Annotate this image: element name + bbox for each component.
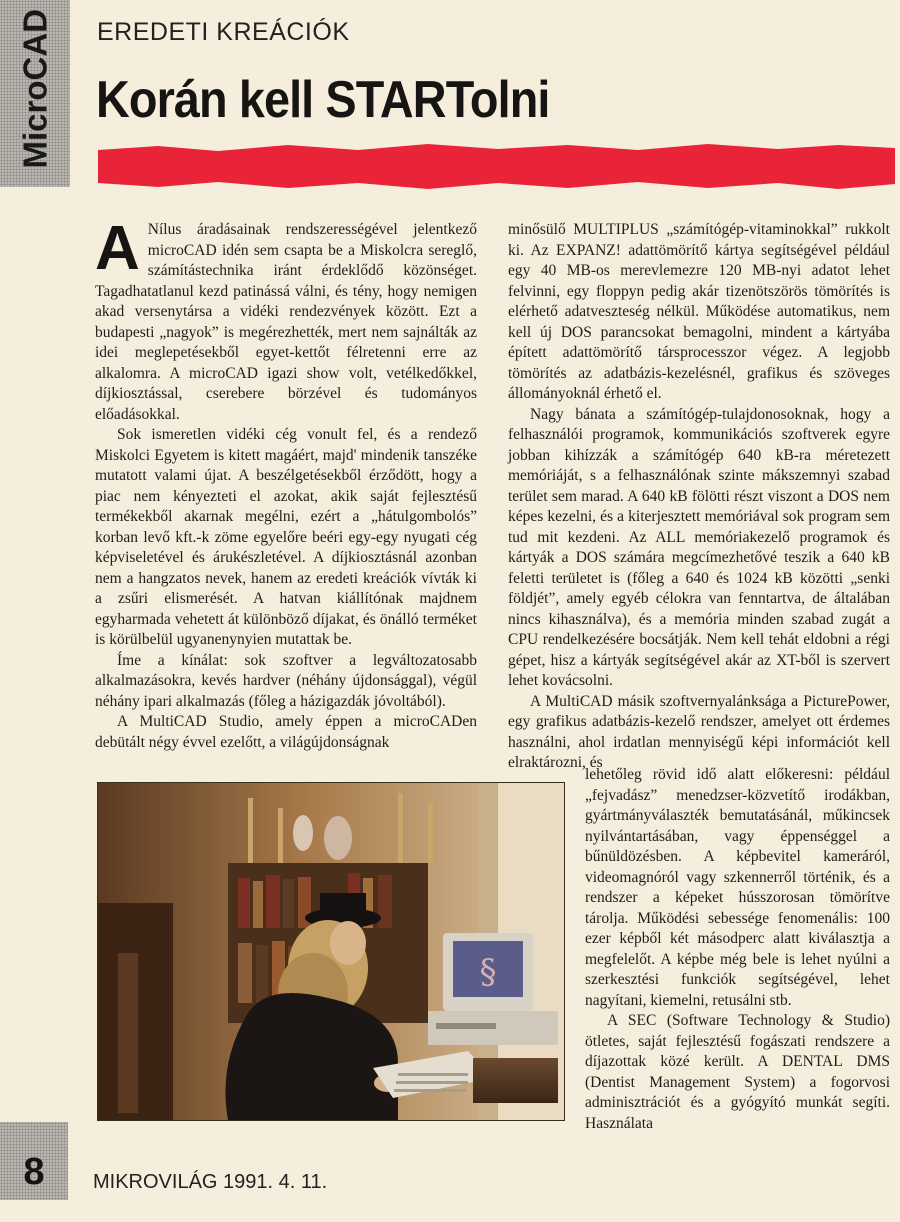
paragraph: A SEC (Software Technology & Studio) ötletes, saját fejlesztésű fogászati rendszere a díjazottak közé került. A DENTAL DMS (Dentist Management System) a fogorvosi adminisztrációt és a gyógyító munkát segíti. Használata [585, 1012, 890, 1132]
section-tab-label: MicroCAD [16, 8, 54, 169]
paragraph: minősülő MULTIPLUS „számítógép-vitaminokkal” rukkolt ki. Az EXPANZ! adattömörítő kártya segítségével például egy 40 MB-os merevlemezre 120 MB-nyi adatot lehet felvinni, egy floppyn pedig akár tizenötszörös tömörítés is elérhető adatveszteség nélkül. Működése automatikus, nem kell új DOS parancsokat bemagolni, mindent a kártyába épített adattömörítő társprocesszor végez. A legjobb tömörítés az adatbázis-kezelésnél, grafikus és szöveges állományoknál érhető el. [508, 221, 890, 402]
photo-scholar-at-computer [97, 782, 565, 1121]
monitor-symbol: § [479, 952, 497, 992]
paragraph: Íme a kínálat: sok szoftver a legváltozatosabb alkalmazásokra, kevés hardver (néhány újdonsággal), végül néhány ipari alkalmazás (főleg a házigazdák jóvoltából). [95, 651, 477, 710]
drop-cap: A [95, 214, 140, 283]
section-kicker: EREDETI KREÁCIÓK [97, 18, 350, 46]
paragraph: Sok ismeretlen vidéki cég vonult fel, és a rendező Miskolci Egyetem is kitett magáért, majd' mindenik tanszéke mutatott valami újat. A beszélgetésekből érződött, hogy a piac nem kényezteti el azokat, akik saját fejlesztésű termékekből akarnak megélni, ezért a „hátulgombolós” korban levő kft.-k zöme egyelőre beéri egy-egy nyugati cég képviseletével és árukészletével. A díjkiosztásnál azonban nem a hangzatos nevek, hanem az eredeti kreációk vívták ki a zsűri elismerését. A hatvan kiállítónak majdnem egyharmada vehetett át különböző díjakat, és önálló terméket is körülbelül ugyanenynyien mutattak be. [95, 426, 477, 648]
paragraph: lehetőleg rövid idő alatt előkeresni: például „fejvadász” menedzser-közvetítő irodákban, gyártmányválaszték bemutatásánál, műkincsek nyilvántartásában, vagy éppenséggel a bűnüldözésben. A képbevitel kameráról, videomagnóról vagy szkennerről történik, és a rendszer a képeket hússzorosan tömörítve tárolja. Működési sebessége fenomenális: 100 ezer képből két másodperc alatt kiválasztja a megfelelőt. A képbe még bele is lehet nyúlni a szerkesztési funkciók segítségével, lehet nagyítani, kiemelni, retusálni stb. [585, 766, 890, 1009]
paragraph: A Nílus áradásainak rendszerességével jelentkező microCAD idén sem csapta be a Miskolcra sereglő, számítástechnika iránt érdeklődő közönséget. Tagadhatatlanul kezd patinássá válni, és tény, hogy nemigen akad versenytársa a vidéki rendezvények között. Ezt a budapesti „nagyok” is megérezhették, mert nem sajnálták az idei meglepetésekből egyet-kettőt félretenni erre az alkalomra. A microCAD igazi show volt, vetélkedőkkel, díjkiosztással, cserebere börzével és tudományos előadásokkal. [95, 214, 477, 423]
article-column-left [95, 214, 477, 753]
headline: Korán kell STARTolni [96, 71, 550, 129]
footer-issue: MIKROVILÁG 1991. 4. 11. [93, 1171, 328, 1193]
article-column-right [508, 220, 890, 774]
paragraph: A MultiCAD másik szoftvernyalánksága a PicturePower, egy grafikus adatbázis-kezelő rendszer, amelyet ott érdemes használni, ahol irdatlan mennyiségű képi információt kell elraktározni, és [508, 692, 890, 771]
page-number: 8 [0, 1122, 68, 1200]
section-tab [0, 0, 70, 187]
red-brush-stripe [98, 140, 895, 192]
paragraph: A MultiCAD Studio, amely éppen a microCADen debütált négy évvel ezelőtt, a világújdonságnak [95, 713, 477, 751]
article-column-wrap [585, 765, 890, 1134]
paragraph: Nagy bánata a számítógép-tulajdonosoknak, hogy a felhasználói programok, kommunikációs szoftverek egyre jobban kihízzák a számítógép 640 kB-ra méretezett memóriáját, s a felhasználónak szinte mákszemnyi szabad terület sem marad. A 640 kB fölötti részt viszont a DOS nem képes kezelni, és a kiterjesztett memóriával sok program sem tud mit kezdeni. Az ALL memóriakezelő programok és kártyák a DOS számára megcímezhetővé teszik a 640 kB feletti területet is (főleg a 640 és 1024 kB közötti „senki földjét”, amely egyéb célokra van fenntartva, de általában nincs kihasználva), és a memória minden szabad zugát a CPU rendelkezésére bocsátják. Nem kell tehát eldobni a régi gépet, hisz a kártyák segítségével akár az XT-ből is szervert lehet kovácsolni. [508, 405, 890, 689]
